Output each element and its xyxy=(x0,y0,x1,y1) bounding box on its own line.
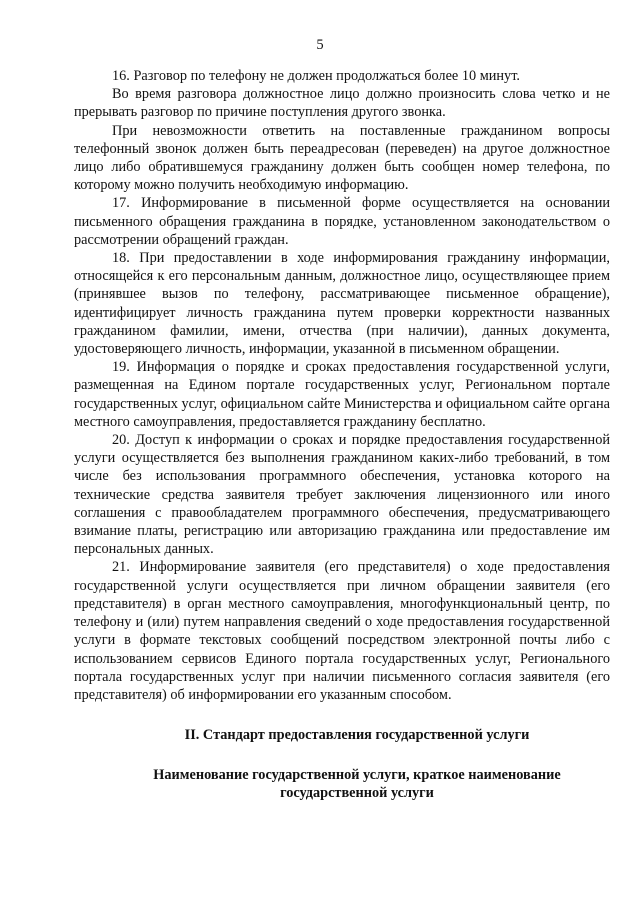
paragraph-18: 18. При предоставлении в ходе информирования гражданину информации, относящейся к его персональным данным, должностное лицо, осуществляющее прием (принявшее вызов по телефону, рассматривающее письменное обращение), идентифицирует личность гражданина путем проверки корректности названных гражданином фамилии, имени, отчества (при наличии), данных документа, удостоверяющего личность, информации, указанной в письменном обращении. xyxy=(74,250,610,358)
paragraph-20: 20. Доступ к информации о сроках и порядке предоставления государственной услуги осуществляется без выполнения гражданином каких-либо требований, в том числе без использования программного обеспечения, установка которого на технические средства заявителя требует заключения лицензионного или иного соглашения с правообладателем программного обеспечения, предусматривающего взимание платы, регистрацию или авторизацию гражданина или предоставление им персональных данных. xyxy=(74,432,610,558)
paragraph-17: 17. Информирование в письменной форме осуществляется на основании письменного обращения гражданина в порядке, установленном законодательством о рассмотрении обращений граждан. xyxy=(74,195,610,248)
subsection-heading-line-2: государственной услуги xyxy=(280,785,434,802)
paragraph-16-redirect: При невозможности ответить на поставленные гражданином вопросы телефонный звонок должен быть переадресован (переведен) на другое должностное лицо либо обратившемуся гражданину должен быть сообщен номер телефона, по которому можно получить необходимую информацию. xyxy=(74,122,610,194)
paragraph-19: 19. Информация о порядке и сроках предоставления государственной услуги, размещенная на Едином портале государственных услуг, Региональном портале государственных услуг, официальном сайте Министерства и официальном сайте органа местного самоуправления, предоставляется гражданину бесплатно. xyxy=(74,359,610,430)
document-body xyxy=(74,67,610,802)
paragraph-21: 21. Информирование заявителя (его представителя) о ходе предоставления государственной услуги осуществляется при личном обращении заявителя (его представителя) в орган местного самоуправления, многофункциональный центр, по телефону и (или) путем направления сведений о ходе предоставления государственной услуги в формате текстовых сообщений посредством электронной почты либо с использованием сервисов Единого портала государственных услуг, Регионального портала государственных услуг при наличии письменного согласия заявителя (его представителя) об информировании его указанным способом. xyxy=(74,559,610,703)
page-number: 5 xyxy=(316,37,324,53)
section-heading: II. Стандарт предоставления государственной услуги xyxy=(184,727,530,744)
subsection-heading-line-1: Наименование государственной услуги, краткое наименование xyxy=(153,767,561,784)
subsection-heading xyxy=(74,766,610,802)
paragraph-16-continued: Во время разговора должностное лицо должно произносить слова четко и не прерывать разговор по причине поступления другого звонка. xyxy=(74,86,610,121)
paragraph-16: 16. Разговор по телефону не должен продолжаться более 10 минут. xyxy=(112,68,520,84)
